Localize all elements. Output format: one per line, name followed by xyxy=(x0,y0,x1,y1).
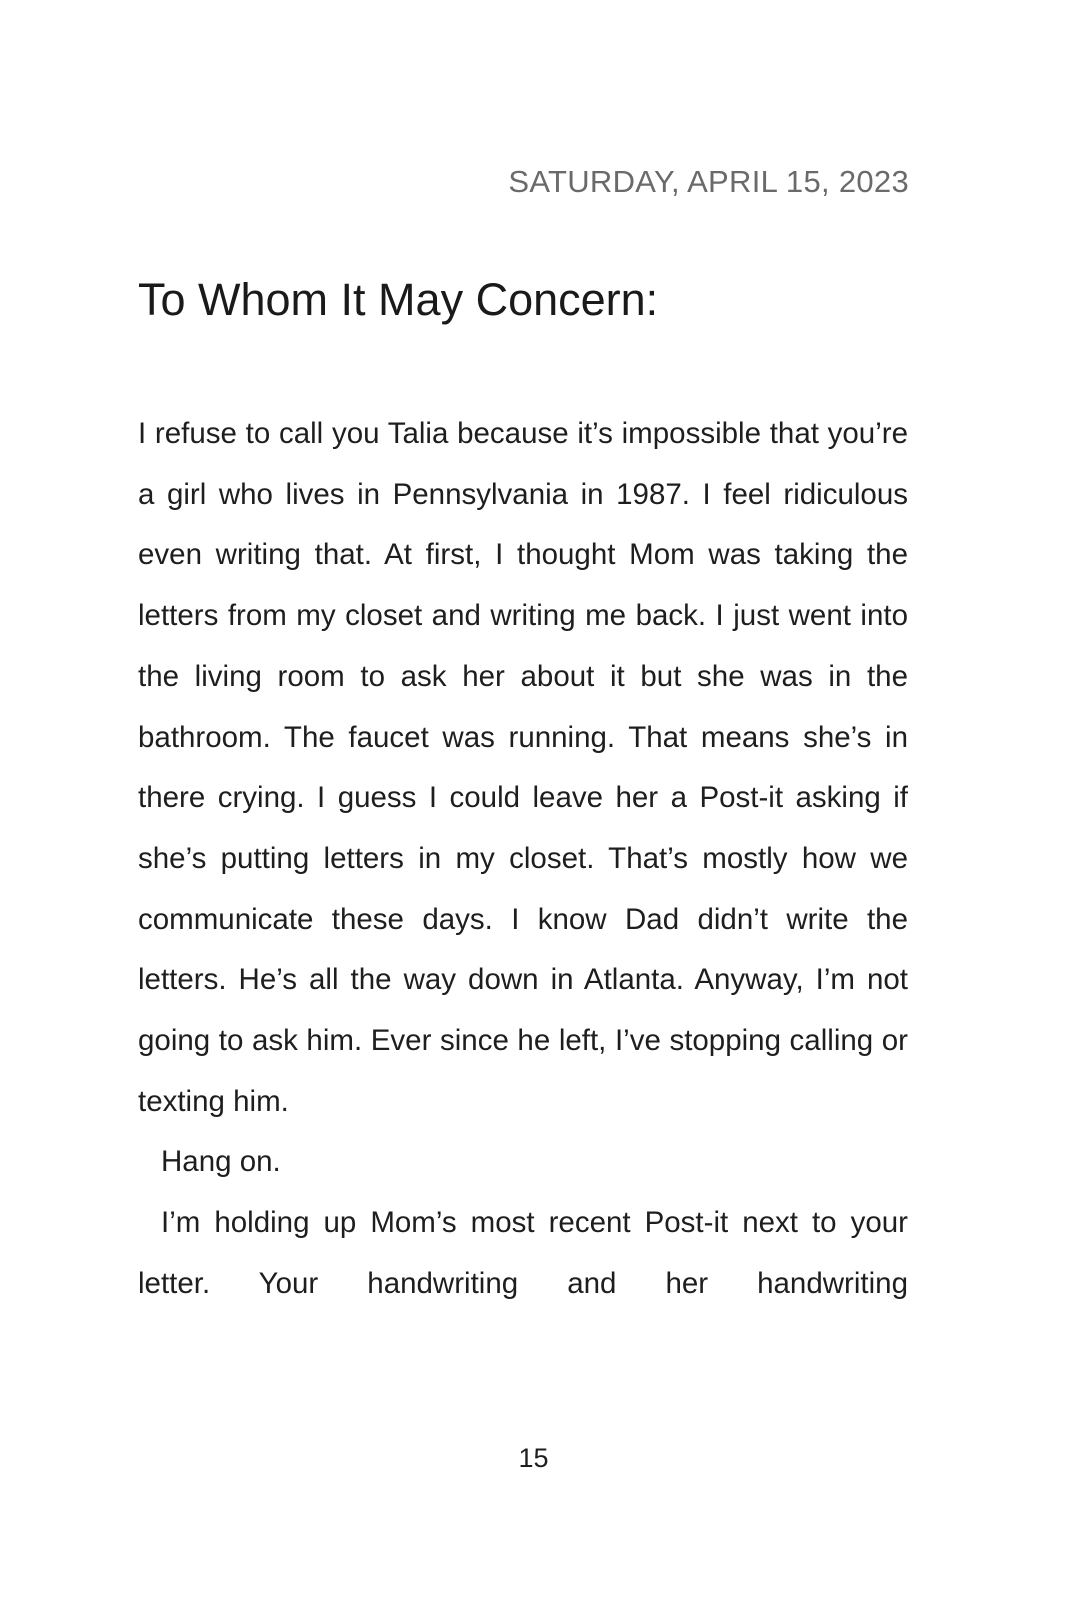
letter-salutation: To Whom It May Concern: xyxy=(138,274,659,325)
body-paragraph: I’m holding up Mom’s most recent Post-it next to your letter. Your handwriting and her handwriting xyxy=(138,1206,908,1300)
page-number: 15 xyxy=(518,1443,549,1473)
body-paragraph: Hang on. xyxy=(161,1145,281,1179)
letter-body xyxy=(138,404,908,1315)
body-paragraph: I refuse to call you Talia because it’s impossible that you’re a girl who lives in Pennsylvania in 1987. I feel ridiculous even writing that. At first, I thought Mom was taking the letters from my closet and writing me back. I just went into the living room to ask her about it but she was in the bathroom. The faucet was running. That means she’s in there crying. I guess I could leave her a Post-it asking if she’s putting letters in my closet. That’s mostly how we communicate these days. I know Dad didn’t write the letters. He’s all the way down in Atlanta. Anyway, I’m not going to ask him. Ever since he left, I’ve stopping calling or texting him. xyxy=(138,417,908,1118)
letter-date: SATURDAY, APRIL 15, 2023 xyxy=(508,164,909,199)
